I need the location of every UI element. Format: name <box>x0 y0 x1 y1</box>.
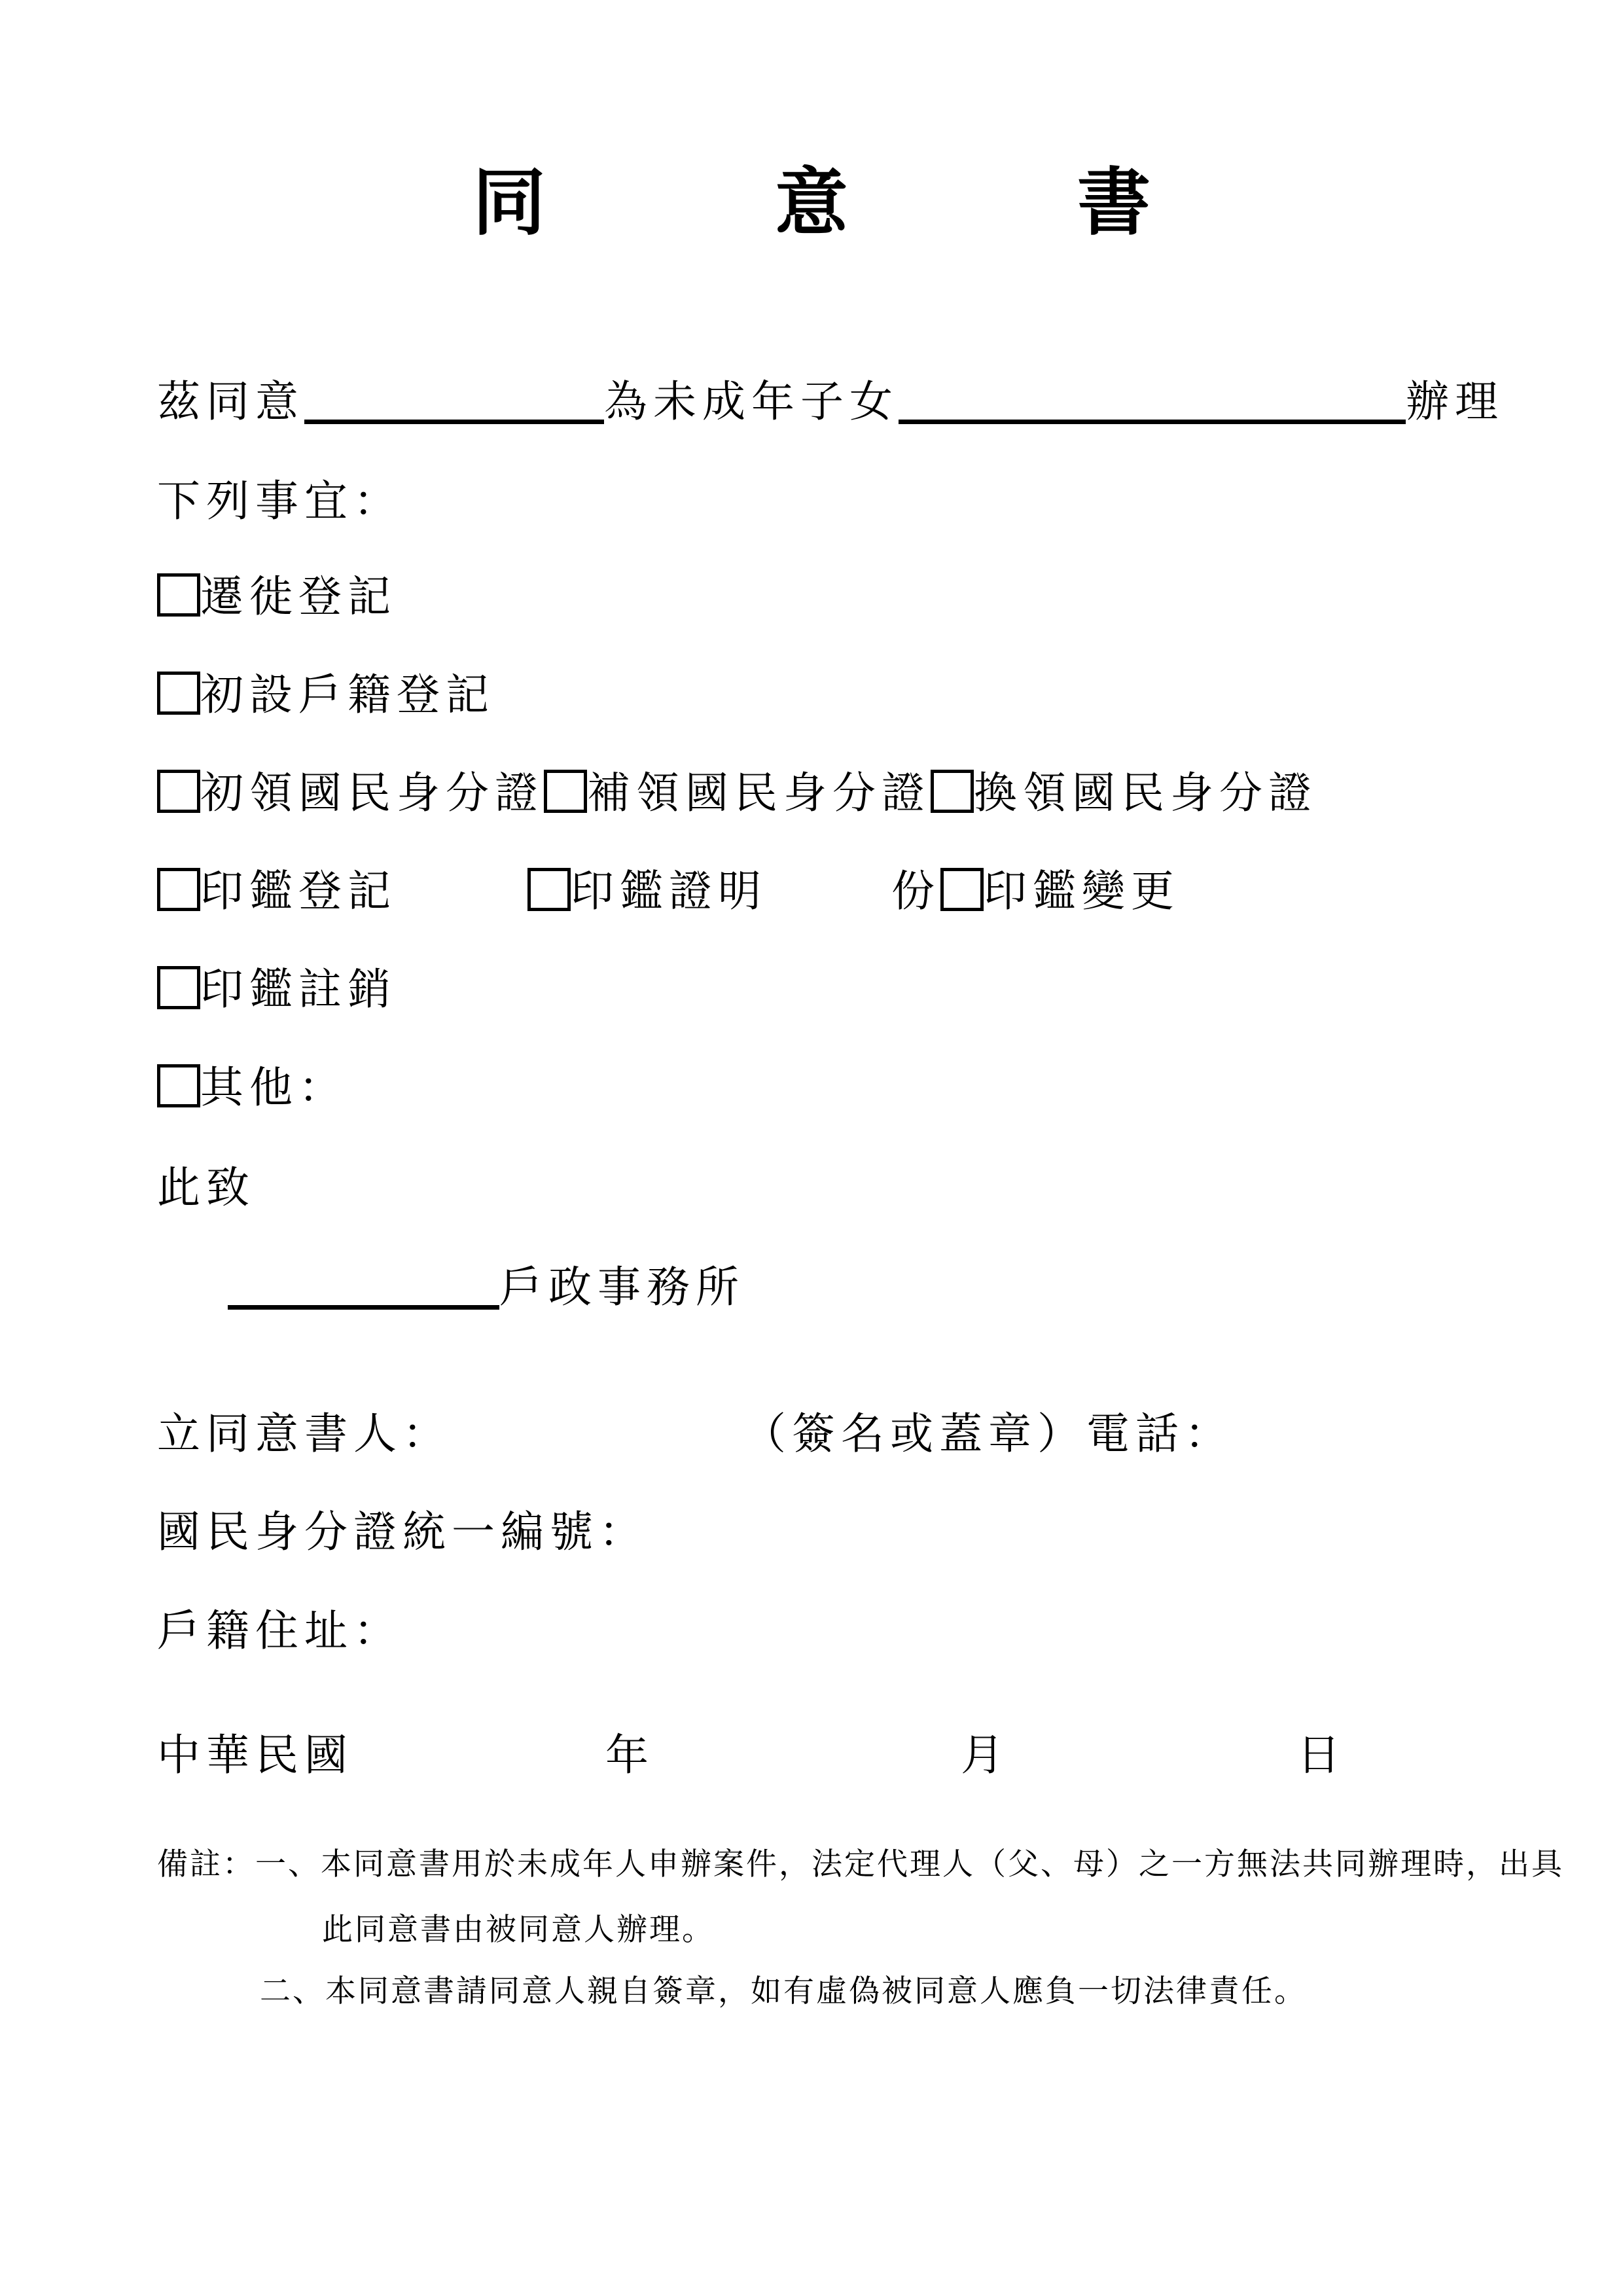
other-checkbox[interactable] <box>157 1064 200 1107</box>
seal-registration-checkbox[interactable] <box>157 868 200 911</box>
relocation-checkbox[interactable] <box>157 573 200 617</box>
relocation-label: 遷徙登記 <box>200 573 397 621</box>
office-line <box>157 1262 745 1314</box>
salutation-label: 此致 <box>157 1164 255 1212</box>
year-label: 年 <box>605 1732 654 1780</box>
option-row-initial-household <box>157 670 495 722</box>
seal-cancellation-checkbox[interactable] <box>157 966 200 1009</box>
consent-middle-label: 為未成年子女 <box>604 378 899 426</box>
renewal-id-label: 換領國民身分證 <box>974 770 1317 817</box>
copies-suffix-label: 份 <box>891 868 940 916</box>
note-line-3: 二、本同意書請同意人親自簽章，如有虛偽被同意人應負一切法律責任。 <box>260 1975 1307 2009</box>
title-char-2: 意 <box>775 163 848 244</box>
replacement-id-checkbox[interactable] <box>544 770 587 813</box>
office-name-blank[interactable] <box>228 1305 499 1310</box>
seal-certificate-label: 印鑑證明 <box>571 868 767 916</box>
replacement-id-label: 補領國民身分證 <box>587 770 931 817</box>
seal-cancellation-label: 印鑑註銷 <box>200 966 397 1014</box>
first-id-label: 初領國民身分證 <box>200 770 544 817</box>
renewal-id-checkbox[interactable] <box>931 770 974 813</box>
declarant-label: 立同意書人： <box>157 1410 452 1458</box>
option-row-seal <box>157 866 1180 918</box>
title-char-3: 書 <box>1077 163 1150 244</box>
first-id-checkbox[interactable] <box>157 770 200 813</box>
day-label: 日 <box>1297 1732 1346 1780</box>
seal-change-checkbox[interactable] <box>940 868 984 911</box>
consent-suffix-label: 辦理 <box>1406 378 1504 426</box>
option-row-national-id <box>157 768 1317 820</box>
seal-certificate-checkbox[interactable] <box>527 868 571 911</box>
following-matters-label: 下列事宜： <box>157 478 402 526</box>
other-label: 其他： <box>200 1064 348 1112</box>
title-char-1: 同 <box>473 163 546 244</box>
national-id-label: 國民身分證統一編號： <box>157 1509 648 1556</box>
initial-household-checkbox[interactable] <box>157 672 200 715</box>
sign-or-seal-note: （簽名或蓋章） <box>743 1410 1086 1458</box>
era-label: 中華民國 <box>157 1732 353 1780</box>
seal-registration-label: 印鑑登記 <box>200 868 397 916</box>
page-title <box>0 164 1623 243</box>
consent-intro-line <box>157 376 1504 429</box>
initial-household-label: 初設戶籍登記 <box>200 672 495 719</box>
consenting-person-name-blank[interactable] <box>304 420 604 424</box>
registered-address-label: 戶籍住址： <box>157 1607 402 1655</box>
month-label: 月 <box>961 1732 1010 1780</box>
sign-or-seal-phone-group <box>743 1408 1234 1461</box>
minor-child-name-blank[interactable] <box>899 420 1406 424</box>
consent-prefix-label: 茲同意 <box>157 378 304 426</box>
seal-change-label: 印鑑變更 <box>984 868 1180 916</box>
phone-label: 電話： <box>1086 1410 1234 1458</box>
office-suffix-label: 戶政事務所 <box>499 1264 745 1312</box>
option-row-other <box>157 1062 348 1115</box>
note-line-2: 此同意書由被同意人辦理。 <box>322 1913 715 1947</box>
option-row-relocation <box>157 571 397 624</box>
note-line-1: 備註：一、本同意書用於未成年人申辦案件，法定代理人（父、母）之一方無法共同辦理時，出具 <box>157 1848 1564 1882</box>
option-row-seal-cancellation <box>157 964 397 1016</box>
